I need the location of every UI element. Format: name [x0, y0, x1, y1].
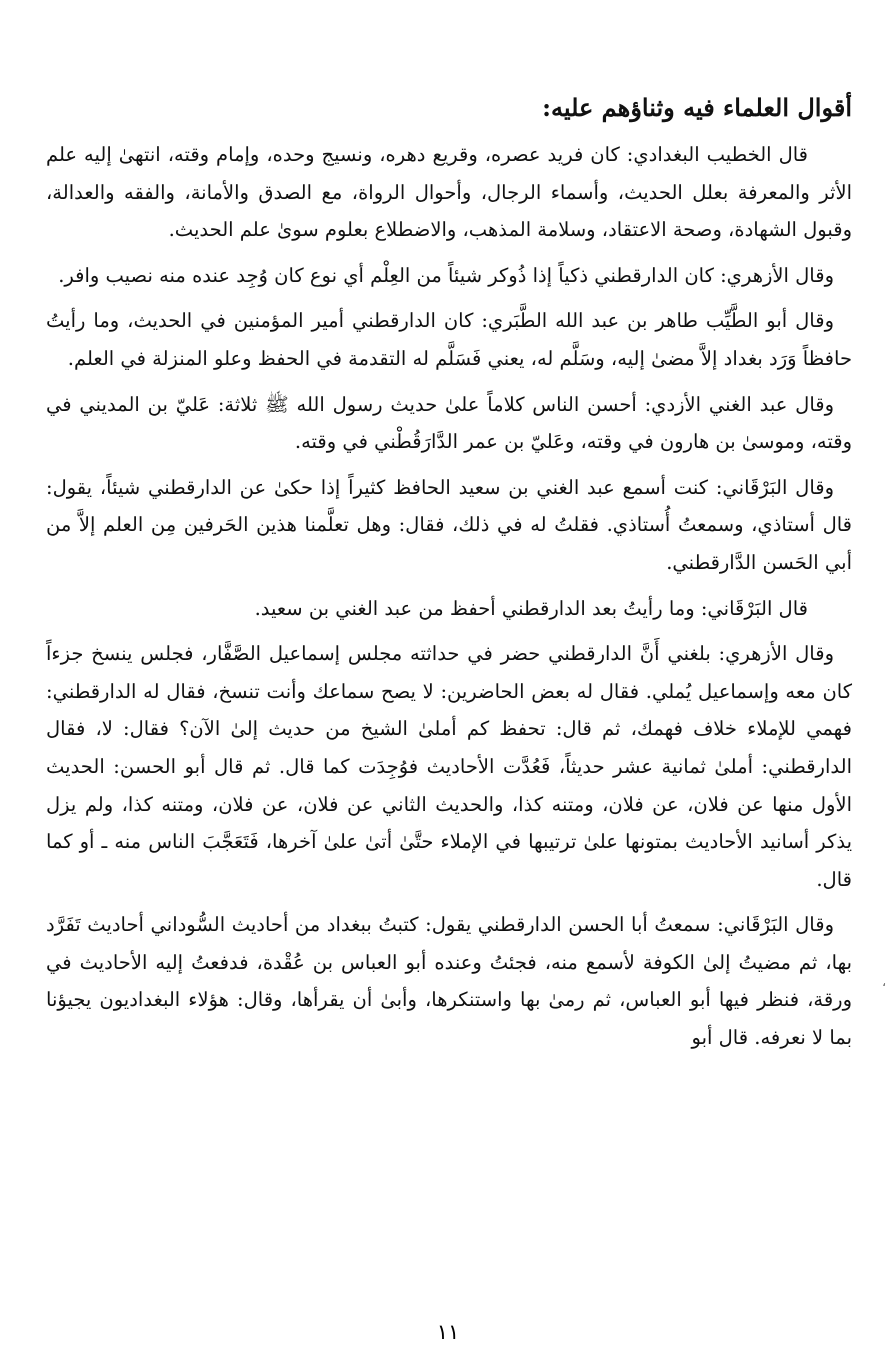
- paragraph-abdulghani: وقال عبد الغني الأزدي: أحسن الناس كلاماً علىٰ حديث رسول الله ﷺ ثلاثة: عَليّ بن المديني في وقته، وموسىٰ بن هارون في وقته، وعَليّ بن عمر الدَّارَقُطْني في وقته.: [46, 392, 852, 454]
- paragraph-azhari-1: وقال الأزهري: كان الدارقطني ذكياً إذا ذُوكر شيئاً من العِلْم أي نوع كان وُجِد عنده منه نصيب وافر.: [58, 263, 834, 287]
- section-heading: أقوال العلماء فيه وثناؤهم عليه:: [542, 93, 852, 122]
- paragraph-khatib: قال الخطيب البغدادي: كان فريد عصره، وقريع دهره، ونسيج وحده، وإمام وقته، انتهىٰ إليه علم الأثر والمعرفة بعلل الحديث، وأسماء الرجال، وأحوال الرواة، مع الصدق والأمانة، والفقه والعدالة، وقبول الشهادة، وصحة الاعتقاد، وسلامة المذهب، والاضطلاع بعلوم سوىٰ علم الحديث.: [46, 143, 852, 242]
- paragraph-tabari: وقال أبو الطَّيِّب طاهر بن عبد الله الطَّبَري: كان الدارقطني أمير المؤمنين في الحديث، وما رأيتُ حافظاً وَرَد بغداد إلاَّ مضىٰ إليه، وسَلَّم له، يعني فَسَلَّم له التقدمة في الحفظ وعلو المنزلة في العلم.: [46, 309, 852, 370]
- paragraph-barqani-1: وقال البَرْقَاني: كنت أسمع عبد الغني بن سعيد الحافظ كثيراً إذا حكىٰ عن الدارقطني شيئاً، يقول: قال أستاذي، وسمعتُ أُستاذي. فقلتُ له في ذلك، فقال: وهل تعلَّمنا هذين الحَرفين مِن العلم إلاَّ من أبي الحَسن الدَّارقطني.: [46, 475, 852, 574]
- page-number: ١١: [436, 1320, 460, 1344]
- paragraph-barqani-2: قال البَرْقَاني: وما رأيتُ بعد الدارقطني أحفظ من عبد الغني بن سعيد.: [254, 596, 808, 620]
- paragraph-barqani-3: وقال البَرْقَاني: سمعتُ أبا الحسن الدارقطني يقول: كتبتُ ببغداد من أحاديث السُّوداني أحاديث تَفَرَّد بها، ثم مضيتُ إلىٰ الكوفة لأسمع منه، فجئتُ وعنده أبو العباس بن عُقْدة، فدفعتُ إليه الأحاديث في ورقة، فنظر فيها أبو العباس، ثم رمىٰ بها واستنكرها، وأبىٰ أن يقرأها، وقال: هؤلاء البغداديون يجيؤنا بما لا نعرفه. قال أبو: [46, 913, 852, 1050]
- margin-mark: ،: [882, 975, 886, 989]
- paragraph-azhari-2: وقال الأزهري: بلغني أَنَّ الدارقطني حضر في حداثته مجلس إسماعيل الصَّفَّار، فجلس ينسخ جزءاً كان معه وإسماعيل يُملي. فقال له بعض الحاضرين: لا يصح سماعك وأنت تنسخ، فقال له الدارقطني: فهمي للإملاء خلاف فهمك، ثم قال: تحفظ كم أملىٰ الشيخ من حديث إلىٰ الآن؟ فقال: لا، فقال الدارقطني: أملىٰ ثمانية عشر حديثاً، فَعُدَّت الأحاديث فوُجِدَت كما قال. ثم قال أبو الحسن: الحديث الأول منها عن فلان، عن فلان، ومتنه كذا، والحديث الثاني عن فلان، عن فلان، ومتنه كذا، ولم يزل يذكر أسانيد الأحاديث بمتونها علىٰ ترتيبها في الإملاء حتَّىٰ أتىٰ علىٰ آخرها، فَتَعَجَّبَ الناس منه ـ أو كما قال.: [46, 642, 852, 891]
